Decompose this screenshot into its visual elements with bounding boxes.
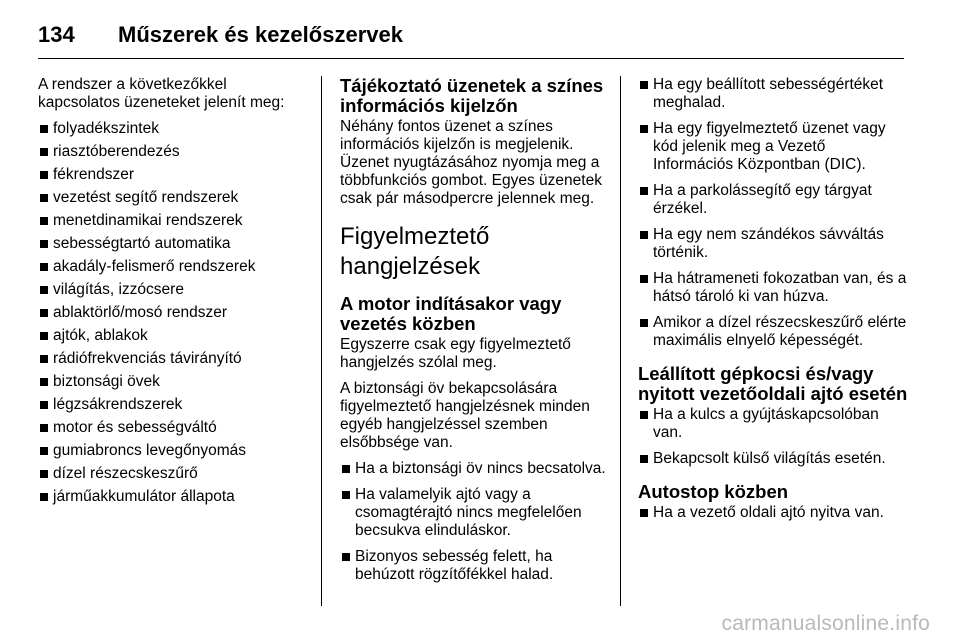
- list-item: Ha egy nem szándékos sávváltás történik.: [638, 226, 908, 262]
- list-item: Ha egy figyelmeztető üzenet vagy kód jelenik meg a Vezető Információs Központban (DIC).: [638, 120, 908, 174]
- list-item: Ha a parkolássegítő egy tárgyat érzékel.: [638, 182, 908, 218]
- list-item: akadály-felismerő rendszerek: [38, 258, 300, 276]
- color-info-heading: Tájékoztató üzenetek a színes információs kijelzőn: [340, 75, 604, 116]
- list-item: Ha a kulcs a gyújtáskapcsolóban van.: [638, 406, 908, 442]
- page-number: 134: [38, 22, 75, 47]
- list-item: Bekapcsolt külső világítás esetén.: [638, 450, 908, 468]
- autostop-list: [638, 504, 908, 522]
- list-item: gumiabroncs levegőnyomás: [38, 442, 300, 460]
- column-middle: [340, 76, 606, 592]
- list-item: Ha a vezető oldali ajtó nyitva van.: [638, 504, 908, 522]
- intro-paragraph: A rendszer a következőkkel kapcsolatos üzeneteket jelenít meg:: [38, 76, 285, 111]
- list-item: Bizonyos sebesség felett, ha behúzott rögzítőfékkel halad.: [340, 548, 606, 584]
- system-list: [38, 120, 300, 506]
- list-item: légzsákrendszerek: [38, 396, 300, 414]
- start-paragraph-1: Egyszerre csak egy figyelmeztető hangjelzés szólal meg.: [340, 336, 571, 371]
- list-item: ablaktörlő/mosó rendszer: [38, 304, 300, 322]
- list-item: Ha egy beállított sebességértéket meghalad.: [638, 76, 908, 112]
- list-item: sebességtartó automatika: [38, 235, 300, 253]
- column-right: [638, 76, 908, 530]
- column-left: [38, 76, 300, 511]
- list-item: rádiófrekvenciás távirányító: [38, 350, 300, 368]
- parked-list: [638, 406, 908, 468]
- list-item: fékrendszer: [38, 166, 300, 184]
- page-header: [38, 14, 904, 59]
- column-divider-2: [620, 76, 621, 606]
- continued-list: [638, 76, 908, 350]
- list-item: dízel részecskeszűrő: [38, 465, 300, 483]
- list-item: vezetést segítő rendszerek: [38, 189, 300, 207]
- watermark: carmanualsonline.info: [721, 612, 930, 635]
- color-info-paragraph: Néhány fontos üzenet a színes információs kijelzőn is megjelenik. Üzenet nyugtázásához nyomja meg a többfunkciós gombot. Egyes üzenetek csak pár másodpercre jelennek meg.: [340, 118, 602, 207]
- column-divider-1: [321, 76, 322, 606]
- list-item: biztonsági övek: [38, 373, 300, 391]
- list-item: Amikor a dízel részecskeszűrő elérte maximális elnyelő képességét.: [638, 314, 908, 350]
- start-driving-heading: A motor indításakor vagy vezetés közben: [340, 293, 562, 334]
- list-item: ajtók, ablakok: [38, 327, 300, 345]
- list-item: folyadékszintek: [38, 120, 300, 138]
- autostop-heading: Autostop közben: [638, 481, 789, 502]
- list-item: menetdinamikai rendszerek: [38, 212, 300, 230]
- parked-heading: Leállított gépkocsi és/vagy nyitott vezetőoldali ajtó esetén: [638, 363, 908, 404]
- start-list: [340, 460, 606, 584]
- start-paragraph-2: A biztonsági öv bekapcsolására figyelmeztető hangjelzésnek minden egyéb hangjelzéssel szemben elsőbbsége van.: [340, 380, 590, 451]
- list-item: motor és sebességváltó: [38, 419, 300, 437]
- list-item: Ha hátrameneti fokozatban van, és a hátsó tároló ki van húzva.: [638, 270, 908, 306]
- warning-chimes-heading: Figyelmeztető hangjelzések: [340, 223, 490, 280]
- page-title: Műszerek és kezelőszervek: [118, 22, 403, 47]
- list-item: világítás, izzócsere: [38, 281, 300, 299]
- list-item: riasztóberendezés: [38, 143, 300, 161]
- list-item: járműakkumulátor állapota: [38, 488, 300, 506]
- list-item: Ha valamelyik ajtó vagy a csomagtérajtó nincs megfelelően becsukva elinduláskor.: [340, 486, 606, 540]
- list-item: Ha a biztonsági öv nincs becsatolva.: [340, 460, 606, 478]
